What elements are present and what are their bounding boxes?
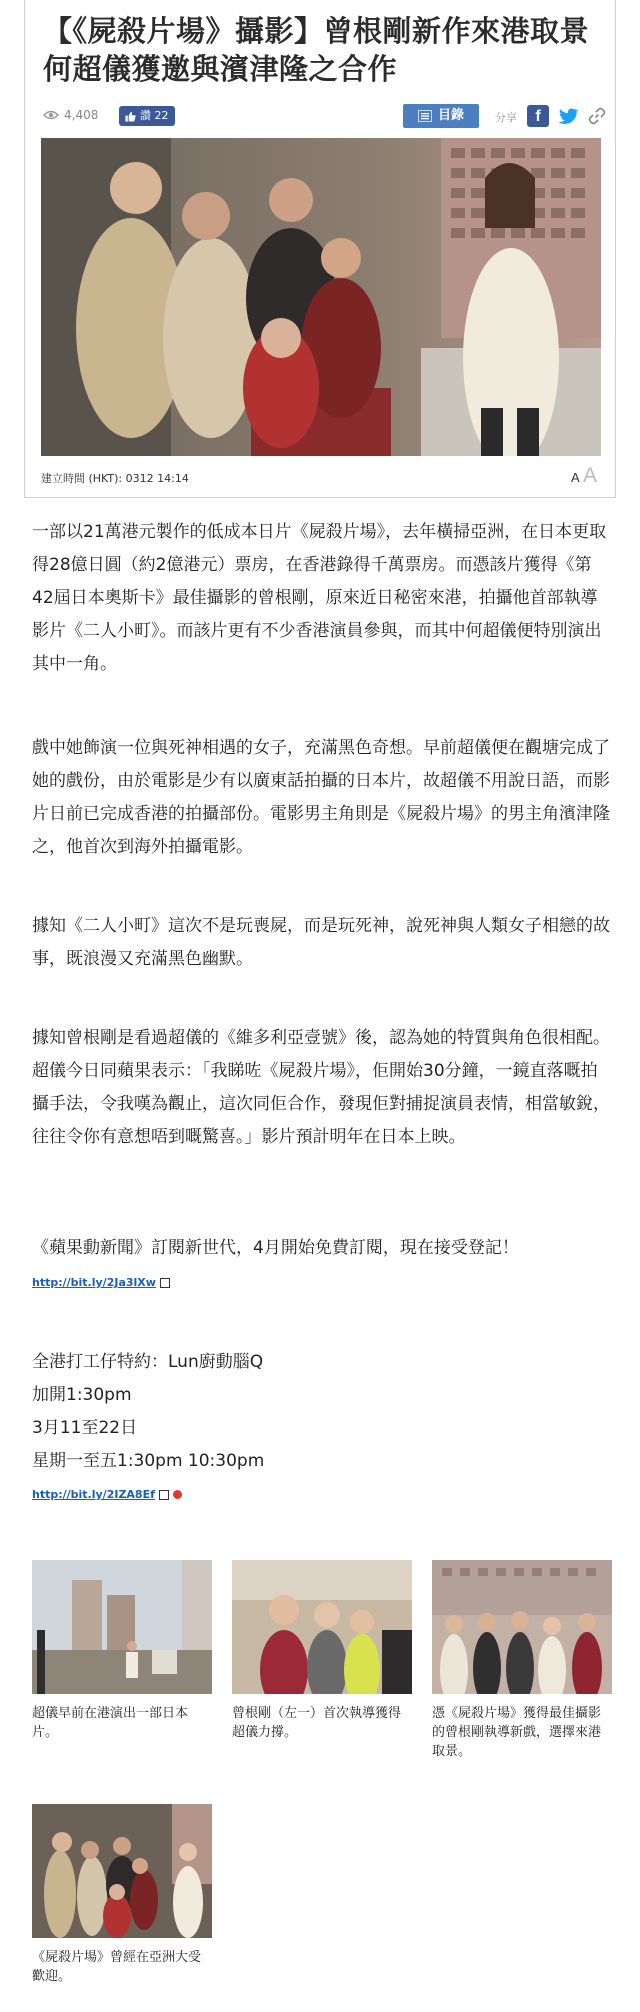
promo-line: 星期一至五1:30pm 10:30pm — [32, 1451, 265, 1471]
copy-link-icon[interactable] — [587, 106, 607, 126]
gallery-item[interactable] — [432, 1560, 612, 1761]
paragraph: 《蘋果動新聞》訂閱新世代，4月開始免費訂閱，現在接受登記！ — [32, 1238, 519, 1258]
promo-line: 全港打工仔特約：Lun廚動腦Q — [32, 1352, 264, 1372]
thumbs-up-icon — [125, 111, 136, 122]
like-count: 讚 22 — [140, 109, 169, 122]
twitter-share-icon[interactable] — [557, 105, 579, 127]
apple-icon — [173, 1490, 182, 1499]
article-title: 【《屍殺片場》攝影】曾根剛新作來港取景 何超儀獲邀與濱津隆之合作 — [43, 14, 590, 86]
promo-block — [32, 1346, 264, 1478]
zombie-scene-photo — [32, 1804, 212, 1938]
published-timestamp: 建立時間 (HKT): 0312 14:14 — [41, 472, 189, 485]
indoor-group-photo — [232, 1560, 412, 1694]
eye-icon — [43, 110, 59, 120]
gallery-item[interactable] — [32, 1560, 212, 1742]
promo-link-text: http://bit.ly/2IZA8Ef — [32, 1488, 155, 1501]
paragraph: 據知《二人小町》這次不是玩喪屍，而是玩死神，說死神與人類女子相戀的故事，既浪漫又充滿黑色幽默。 — [32, 916, 610, 969]
rooftop-photo — [32, 1560, 212, 1694]
gallery-thumbnail[interactable] — [232, 1560, 412, 1694]
toc-label: 目錄 — [437, 108, 464, 123]
list-icon — [418, 110, 432, 122]
view-count-value: 4,408 — [64, 108, 99, 122]
gallery-caption: 憑《屍殺片場》獲得最佳攝影的曾根剛執導新戲，選擇來港取景。 — [432, 1706, 602, 1759]
cast-crew-photo — [432, 1560, 612, 1694]
gallery-thumbnail[interactable] — [32, 1560, 212, 1694]
paragraph: 一部以21萬港元製作的低成本日片《屍殺片場》，去年橫掃亞洲，在日本更取得28億日圓（約2億港元）票房，在香港錄得千萬票房。而憑該片獲得《第42屆日本奧斯卡》最佳攝影的曾根剛，原來近日秘密來港，拍攝他首部執導影片《二人小町》。而該片更有不少香港演員參與，而其中何超儀便特別演出其中一角。 — [32, 522, 607, 674]
subscribe-link-text: http://bit.ly/2Ja3lXw — [32, 1276, 156, 1289]
external-link-icon — [159, 1490, 169, 1500]
svg-text:A: A — [571, 470, 580, 485]
promo-link[interactable] — [32, 1488, 182, 1501]
facebook-share-icon[interactable]: f — [527, 105, 549, 127]
gallery-item[interactable] — [232, 1560, 412, 1742]
gallery-item[interactable] — [32, 1804, 212, 1986]
promo-line: 3月11至22日 — [32, 1418, 138, 1438]
view-count — [43, 108, 98, 122]
gallery-thumbnail[interactable] — [32, 1804, 212, 1938]
font-size-icon[interactable] — [565, 462, 605, 486]
like-button[interactable] — [119, 106, 175, 126]
gallery-thumbnail[interactable] — [432, 1560, 612, 1694]
paragraph: 戲中她飾演一位與死神相遇的女子，充滿黑色奇想。早前超儀便在觀塘完成了她的戲份，由於電影是少有以廣東話拍攝的日本片，故超儀不用說日語，而影片日前已完成香港的拍攝部份。電影男主角則是《屍殺片場》的男主角濱津隆之，他首次到海外拍攝電影。 — [32, 738, 610, 857]
zombie-cast-photo — [41, 138, 601, 456]
share-label: 分享 — [495, 111, 517, 124]
toc-button[interactable] — [403, 104, 479, 128]
gallery-caption: 超儀早前在港演出一部日本片。 — [32, 1706, 189, 1740]
gallery-caption: 曾根剛（左一）首次執導獲得超儀力撐。 — [232, 1706, 402, 1740]
gallery-caption: 《屍殺片場》曾經在亞洲大受歡迎。 — [32, 1950, 202, 1984]
promo-line: 加開1:30pm — [32, 1385, 132, 1405]
subscribe-link[interactable] — [32, 1276, 170, 1289]
external-link-icon — [160, 1278, 170, 1288]
paragraph: 據知曾根剛是看過超儀的《維多利亞壹號》後，認為她的特質與角色很相配。超儀今日同蘋果表示：「我睇咗《屍殺片場》，佢開始30分鐘，一鏡直落嘅拍攝手法，令我嘆為觀止，這次同佢合作，發現佢對捕捉演員表情，相當敏銳，往往令你有意想唔到嘅驚喜。」影片預計明年在日本上映。 — [32, 1028, 610, 1147]
hero-photo[interactable] — [41, 138, 601, 456]
article-meta-row — [43, 104, 603, 130]
svg-text:A: A — [583, 464, 598, 486]
article-header-card — [24, 0, 616, 498]
